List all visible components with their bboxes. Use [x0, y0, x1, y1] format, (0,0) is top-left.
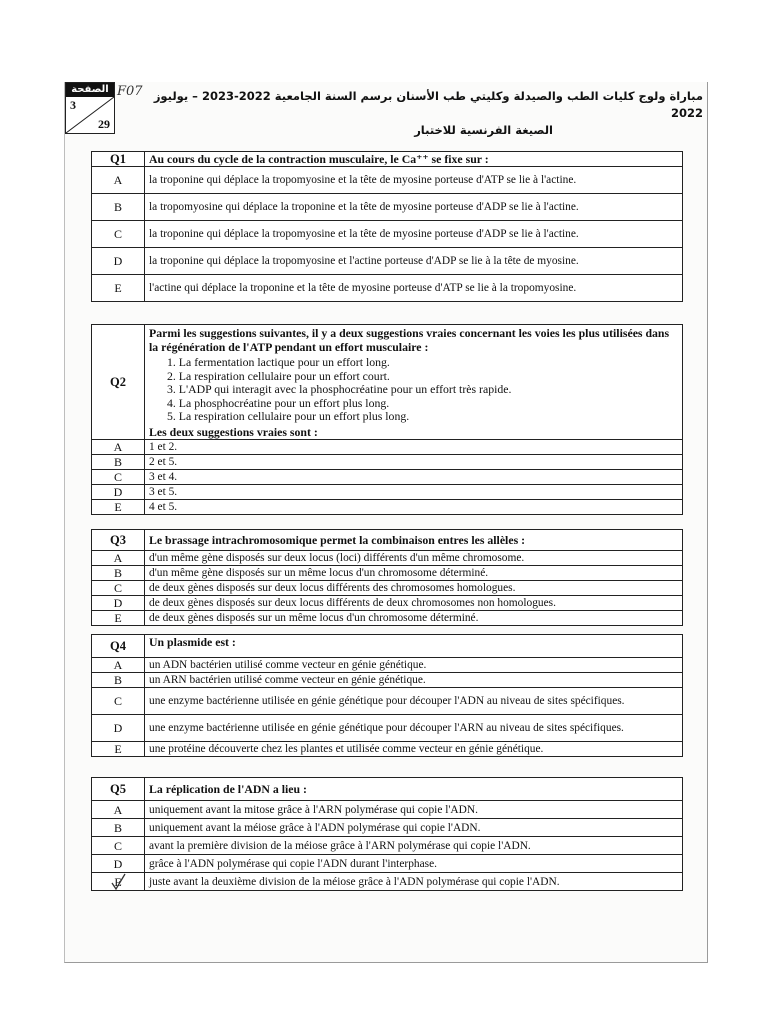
option-letter: D — [92, 484, 145, 499]
question-stem-end: Les deux suggestions vraies sont : — [149, 424, 318, 439]
option-text: uniquement avant la mitose grâce à l'ARN polymérase qui copie l'ADN. — [145, 801, 683, 819]
option-letter: E — [92, 611, 145, 626]
question-4-table — [91, 634, 683, 757]
option-text: la troponine qui déplace la tropomyosine et l'actine porteuse d'ADP se lie à la tête de myosine. — [145, 248, 683, 275]
option-text: un ADN bactérien utilisé comme vecteur en génie génétique. — [145, 658, 683, 673]
option-letter: C — [92, 837, 145, 855]
question-stem: Au cours du cycle de la contraction musculaire, le Ca⁺⁺ se fixe sur : — [145, 152, 683, 167]
option-letter: D — [92, 248, 145, 275]
option-text: avant la première division de la méiose grâce à l'ARN polymérase qui copie l'ADN. — [145, 837, 683, 855]
page-label: الصفحة — [66, 83, 114, 97]
option-letter: C — [92, 688, 145, 715]
question-1-table — [91, 151, 683, 302]
check-mark — [114, 876, 121, 888]
question-stem: Parmi les suggestions suivantes, il y a deux suggestions vraies concernant les voies les plus utilisées dans la régénération de l'ATP pendant un effort musculaire : — [149, 326, 670, 354]
option-letter: C — [92, 469, 145, 484]
suggestion-item: 5. La respiration cellulaire pour un effort plus long. — [167, 409, 410, 423]
question-number: Q5 — [92, 778, 145, 801]
question-number: Q4 — [92, 635, 145, 658]
option-letter: C — [92, 221, 145, 248]
option-letter: B — [92, 454, 145, 469]
option-text: de deux gènes disposés sur deux locus différents de deux chromosomes non homologues. — [145, 596, 683, 611]
handwritten-check-icon — [109, 872, 127, 892]
suggestion-item: 4. La phosphocréatine pour un effort plus long. — [167, 395, 390, 410]
option-letter: B — [92, 194, 145, 221]
suggestion-list — [167, 356, 678, 424]
page-total: 29 — [98, 117, 110, 131]
option-letter: A — [92, 167, 145, 194]
question-5-table — [91, 777, 683, 891]
option-letter: E — [92, 499, 145, 514]
option-letter: D — [92, 715, 145, 742]
option-text: 1 et 2. — [145, 439, 683, 454]
option-letter: E — [92, 742, 145, 757]
question-2-table — [91, 324, 683, 515]
option-letter-cell — [92, 873, 145, 891]
option-text: d'un même gène disposés sur deux locus (loci) différents d'un même chromosome. — [145, 551, 683, 566]
option-letter: D — [92, 596, 145, 611]
option-text: l'actine qui déplace la troponine et la tête de myosine porteuse d'ATP se lie à la tropomyosine. — [145, 275, 683, 302]
question-stem: La réplication de l'ADN a lieu : — [145, 778, 683, 801]
option-text: d'un même gène disposés sur un même locus d'un chromosome déterminé. — [145, 566, 683, 581]
exam-subtitle: الصيغة الفرنسية للاختبار — [414, 123, 553, 137]
option-letter: C — [92, 581, 145, 596]
exam-title: مباراة ولوج كليات الطب والصيدلة وكليتي طب الأسنان برسم السنة الجامعية 2022-2023 – يوليوز 2022 — [153, 89, 703, 120]
option-text: la troponine qui déplace la tropomyosine et la tête de myosine porteuse d'ATP se lie à l'actine. — [145, 167, 683, 194]
option-text: une protéine découverte chez les plantes et utilisée comme vecteur en génie génétique. — [145, 742, 683, 757]
option-letter: B — [92, 673, 145, 688]
option-text: de deux gènes disposés sur deux locus différents des chromosomes homologues. — [145, 581, 683, 596]
option-text: une enzyme bactérienne utilisée en génie génétique pour découper l'ADN au niveau de sites spécifiques. — [145, 688, 683, 715]
question-3-table — [91, 529, 683, 626]
option-letter: E — [114, 874, 122, 889]
option-text: 4 et 5. — [145, 499, 683, 514]
option-letter: B — [92, 819, 145, 837]
suggestion-item: 2. La respiration cellulaire pour un effort court. — [167, 368, 390, 383]
option-text: 3 et 5. — [145, 484, 683, 499]
question-number: Q3 — [92, 530, 145, 551]
question-stem: Le brassage intrachromosomique permet la combinaison entres les allèles : — [145, 530, 683, 551]
option-letter: E — [92, 275, 145, 302]
option-text: la troponine qui déplace la tropomyosine et la tête de myosine porteuse d'ADP se lie à l'actine. — [145, 221, 683, 248]
question-number: Q2 — [92, 325, 145, 440]
question-stem-block — [145, 325, 683, 440]
option-letter: A — [92, 551, 145, 566]
option-text: de deux gènes disposés sur un même locus d'un chromosome déterminé. — [145, 611, 683, 626]
option-text: un ARN bactérien utilisé comme vecteur en génie génétique. — [145, 673, 683, 688]
exam-sheet — [64, 82, 708, 963]
page-number-box — [65, 82, 115, 134]
option-text: uniquement avant la méiose grâce à l'ADN polymérase qui copie l'ADN. — [145, 819, 683, 837]
option-text: 3 et 4. — [145, 469, 683, 484]
option-letter: A — [92, 658, 145, 673]
question-stem: Un plasmide est : — [145, 635, 683, 658]
option-text: une enzyme bactérienne utilisée en génie génétique pour découper l'ARN au niveau de sites spécifiques. — [145, 715, 683, 742]
option-letter: A — [92, 801, 145, 819]
option-letter: D — [92, 855, 145, 873]
option-text: juste avant la deuxième division de la méiose grâce à l'ADN polymérase qui copie l'ADN. — [145, 873, 683, 891]
suggestion-item: 1. La fermentation lactique pour un effort long. — [167, 355, 390, 369]
exam-header — [143, 88, 703, 139]
option-text: 2 et 5. — [145, 454, 683, 469]
option-text: la tropomyosine qui déplace la troponine et la tête de myosine porteuse d'ADP se lie à l'actine. — [145, 194, 683, 221]
suggestion-item: 3. L'ADP qui interagit avec la phosphocréatine pour un effort très rapide. — [167, 382, 512, 396]
option-text: grâce à l'ADN polymérase qui copie l'ADN durant l'interphase. — [145, 855, 683, 873]
page-current: 3 — [70, 98, 76, 112]
option-letter: A — [92, 439, 145, 454]
option-letter: B — [92, 566, 145, 581]
handwritten-mark: F07 — [117, 84, 143, 99]
question-number: Q1 — [92, 152, 145, 167]
